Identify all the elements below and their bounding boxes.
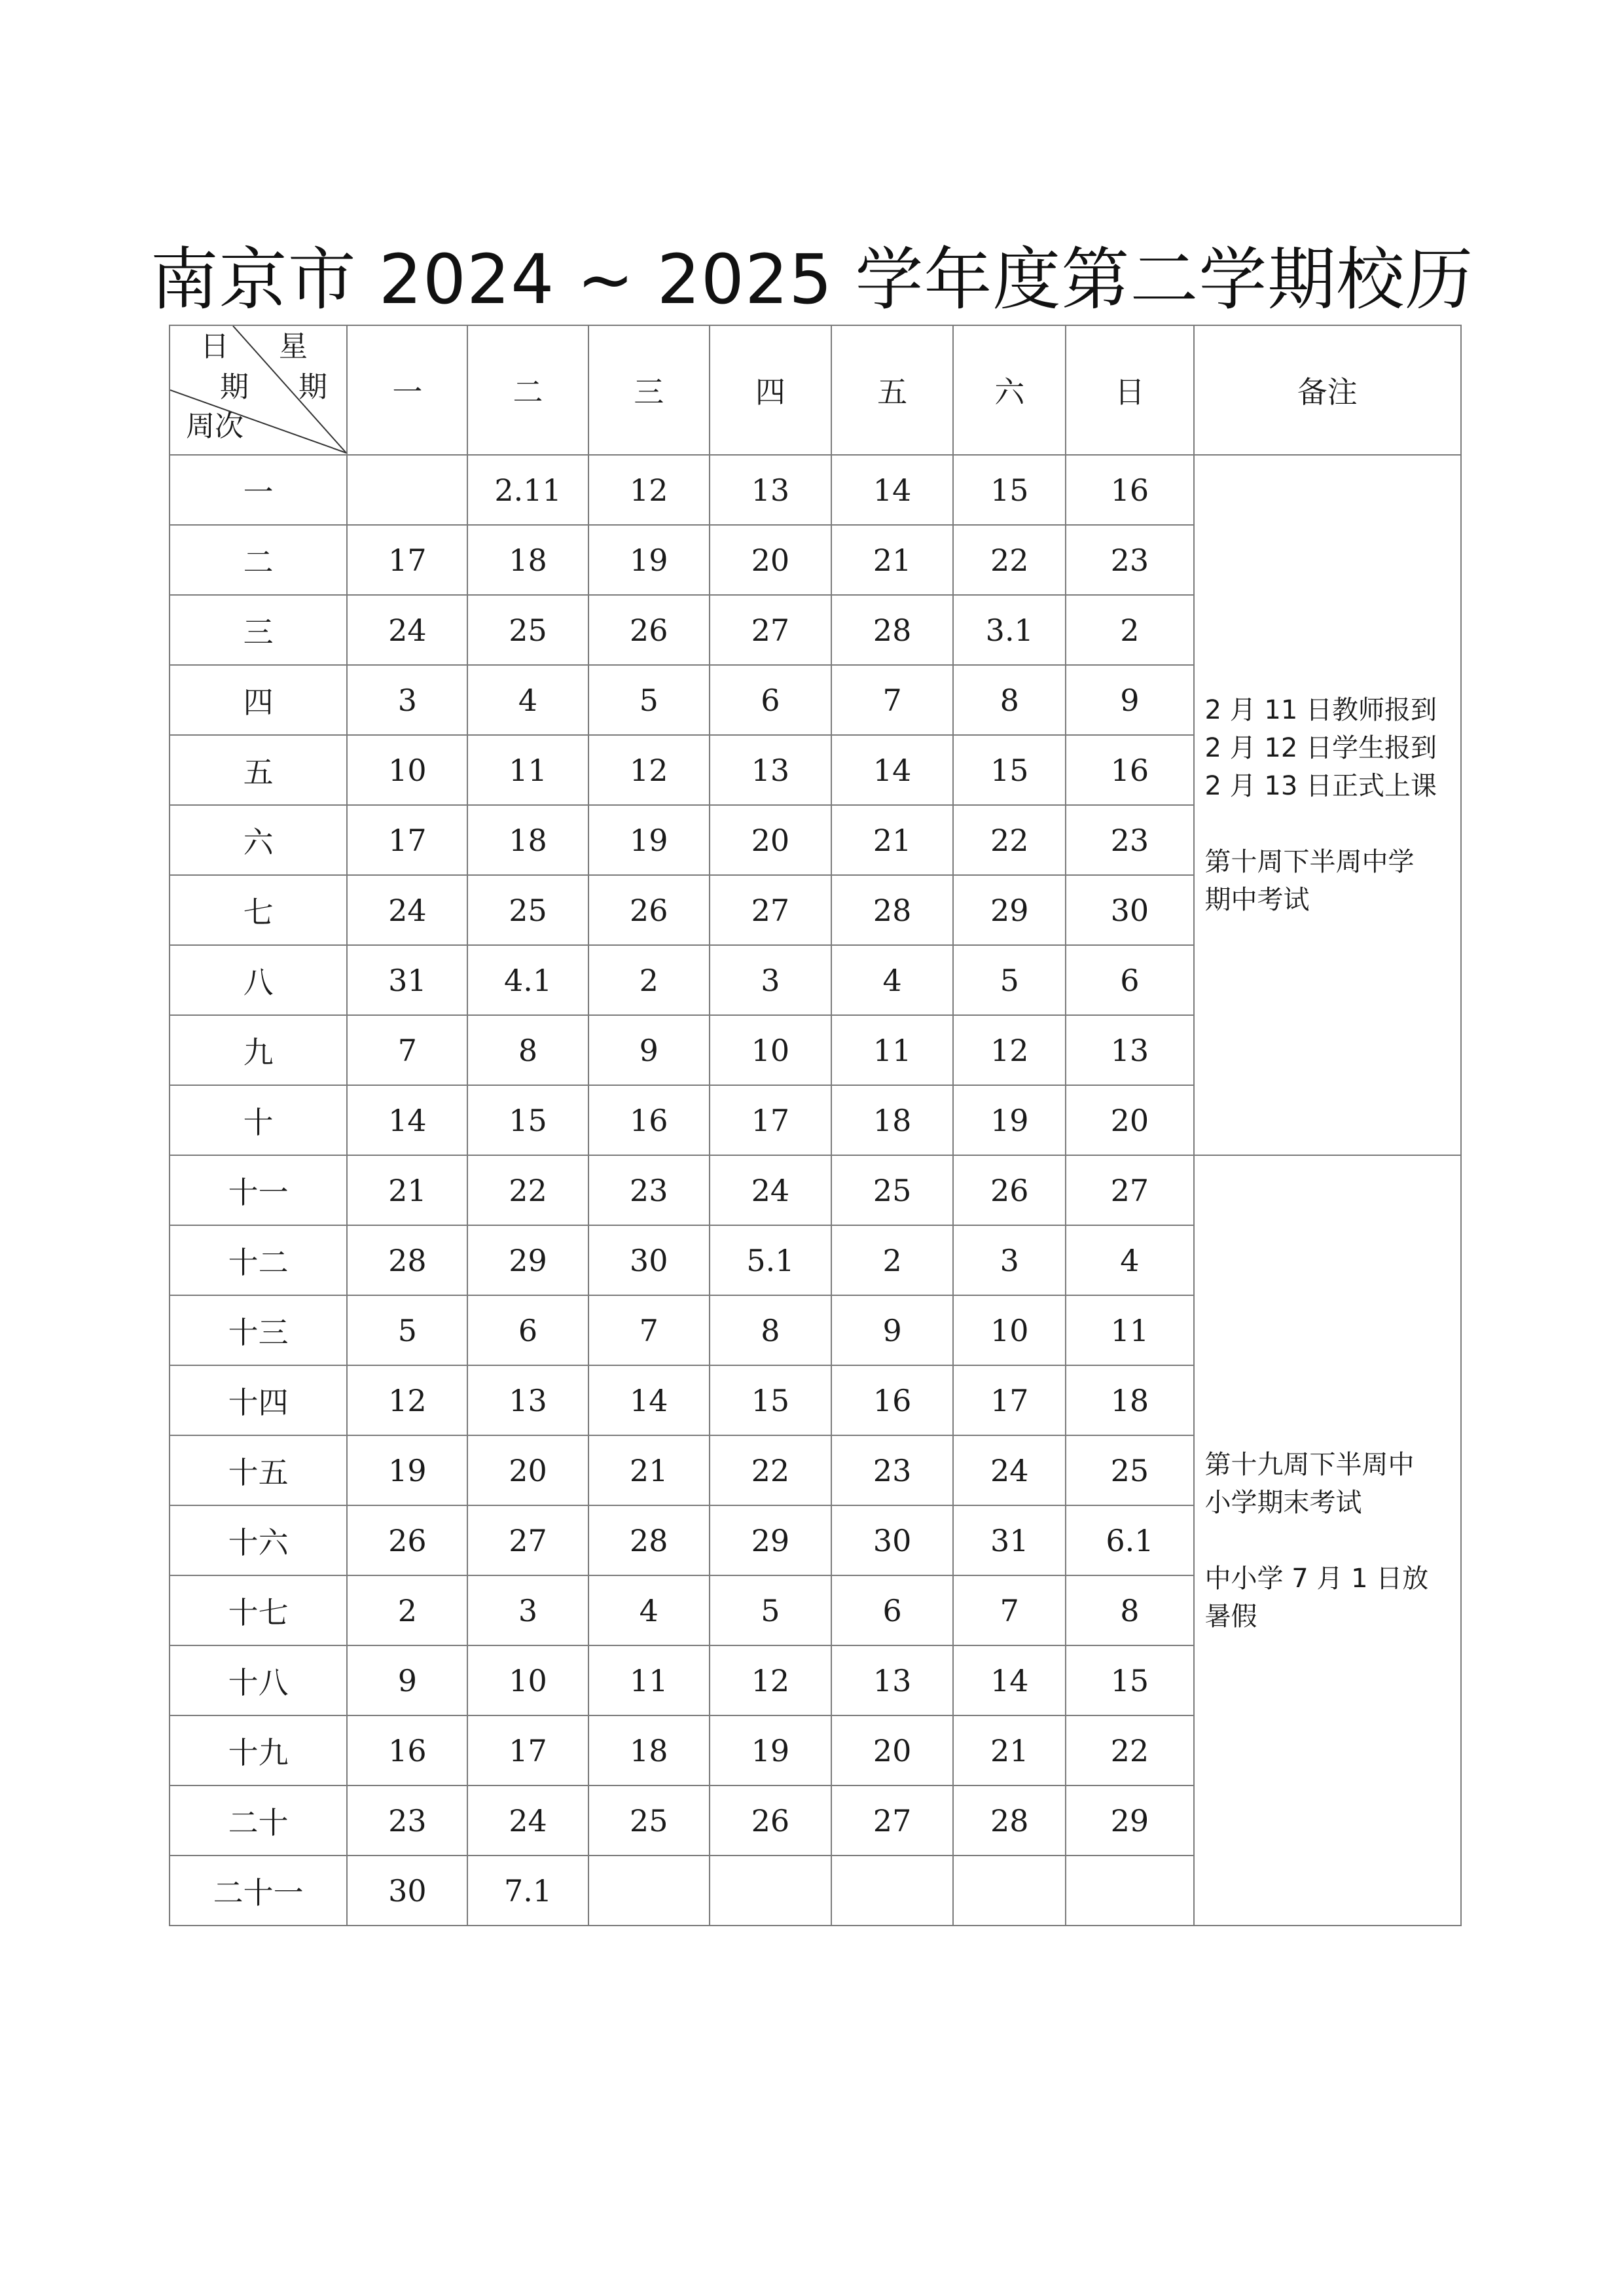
date-cell: 7 bbox=[347, 1015, 467, 1085]
date-cell: 30 bbox=[831, 1505, 953, 1575]
remarks-line: 第十周下半周中学 bbox=[1204, 847, 1415, 877]
date-cell: 2 bbox=[1066, 595, 1193, 665]
corner-label-zhouci: 周次 bbox=[186, 410, 244, 443]
date-cell: 12 bbox=[588, 455, 710, 525]
weekday-header: 六 bbox=[953, 325, 1066, 455]
date-cell: 2 bbox=[588, 945, 710, 1015]
date-cell: 21 bbox=[831, 805, 953, 875]
week-number-cell: 二十一 bbox=[170, 1856, 347, 1926]
date-cell: 9 bbox=[347, 1645, 467, 1715]
date-cell: 29 bbox=[467, 1225, 588, 1295]
remarks-line: 中小学 7 月 1 日放 bbox=[1204, 1563, 1429, 1594]
date-cell: 5 bbox=[710, 1575, 831, 1645]
date-cell: 3 bbox=[953, 1225, 1066, 1295]
date-cell bbox=[710, 1856, 831, 1926]
week-number-cell: 五 bbox=[170, 735, 347, 805]
date-cell: 13 bbox=[831, 1645, 953, 1715]
date-cell: 29 bbox=[1066, 1785, 1193, 1856]
date-cell: 22 bbox=[953, 805, 1066, 875]
date-cell: 3 bbox=[710, 945, 831, 1015]
date-cell: 24 bbox=[347, 875, 467, 945]
date-cell: 29 bbox=[953, 875, 1066, 945]
weekday-header: 日 bbox=[1066, 325, 1193, 455]
week-number-cell: 八 bbox=[170, 945, 347, 1015]
date-cell: 13 bbox=[1066, 1015, 1193, 1085]
date-cell: 3 bbox=[347, 665, 467, 735]
date-cell: 19 bbox=[710, 1715, 831, 1785]
date-cell: 3.1 bbox=[953, 595, 1066, 665]
school-calendar-table bbox=[169, 325, 1462, 1926]
week-number-cell: 十二 bbox=[170, 1225, 347, 1295]
date-cell bbox=[588, 1856, 710, 1926]
date-cell: 21 bbox=[588, 1435, 710, 1505]
date-cell: 21 bbox=[831, 525, 953, 595]
date-cell: 16 bbox=[588, 1085, 710, 1155]
date-cell: 9 bbox=[831, 1295, 953, 1365]
date-cell: 17 bbox=[467, 1715, 588, 1785]
date-cell: 20 bbox=[710, 525, 831, 595]
week-number-cell: 十 bbox=[170, 1085, 347, 1155]
weekday-header: 五 bbox=[831, 325, 953, 455]
date-cell: 15 bbox=[467, 1085, 588, 1155]
date-cell: 8 bbox=[710, 1295, 831, 1365]
date-cell: 18 bbox=[467, 525, 588, 595]
date-cell: 19 bbox=[588, 805, 710, 875]
date-cell: 17 bbox=[347, 805, 467, 875]
date-cell: 17 bbox=[710, 1085, 831, 1155]
date-cell: 20 bbox=[1066, 1085, 1193, 1155]
date-cell: 19 bbox=[347, 1435, 467, 1505]
date-cell: 8 bbox=[467, 1015, 588, 1085]
date-cell: 22 bbox=[1066, 1715, 1193, 1785]
date-cell: 11 bbox=[588, 1645, 710, 1715]
date-cell: 14 bbox=[953, 1645, 1066, 1715]
date-cell: 6 bbox=[1066, 945, 1193, 1015]
date-cell: 18 bbox=[831, 1085, 953, 1155]
date-cell: 22 bbox=[953, 525, 1066, 595]
date-cell: 2.11 bbox=[467, 455, 588, 525]
date-cell: 10 bbox=[953, 1295, 1066, 1365]
date-cell: 31 bbox=[953, 1505, 1066, 1575]
date-cell: 11 bbox=[467, 735, 588, 805]
week-number-cell: 七 bbox=[170, 875, 347, 945]
date-cell: 24 bbox=[953, 1435, 1066, 1505]
date-cell: 5.1 bbox=[710, 1225, 831, 1295]
date-cell: 7.1 bbox=[467, 1856, 588, 1926]
date-cell: 22 bbox=[467, 1155, 588, 1225]
date-cell: 25 bbox=[831, 1155, 953, 1225]
date-cell: 10 bbox=[710, 1015, 831, 1085]
date-cell: 23 bbox=[347, 1785, 467, 1856]
date-cell bbox=[831, 1856, 953, 1926]
date-cell: 23 bbox=[1066, 805, 1193, 875]
date-cell: 2 bbox=[831, 1225, 953, 1295]
weekday-header: 四 bbox=[710, 325, 831, 455]
remarks-cell bbox=[1194, 455, 1461, 1155]
date-cell: 13 bbox=[710, 455, 831, 525]
date-cell: 15 bbox=[953, 735, 1066, 805]
remarks-line: 暑假 bbox=[1204, 1601, 1257, 1632]
date-cell: 16 bbox=[1066, 455, 1193, 525]
date-cell: 8 bbox=[953, 665, 1066, 735]
date-cell: 17 bbox=[347, 525, 467, 595]
week-number-cell: 四 bbox=[170, 665, 347, 735]
week-number-cell: 十四 bbox=[170, 1365, 347, 1435]
date-cell: 4.1 bbox=[467, 945, 588, 1015]
week-number-cell: 十六 bbox=[170, 1505, 347, 1575]
date-cell: 9 bbox=[588, 1015, 710, 1085]
date-cell: 23 bbox=[1066, 525, 1193, 595]
date-cell: 27 bbox=[1066, 1155, 1193, 1225]
week-number-cell: 十八 bbox=[170, 1645, 347, 1715]
date-cell: 23 bbox=[831, 1435, 953, 1505]
remarks-line: 期中考试 bbox=[1204, 885, 1310, 915]
date-cell: 25 bbox=[1066, 1435, 1193, 1505]
date-cell: 30 bbox=[1066, 875, 1193, 945]
date-cell: 15 bbox=[1066, 1645, 1193, 1715]
date-cell: 26 bbox=[588, 875, 710, 945]
date-cell: 31 bbox=[347, 945, 467, 1015]
date-cell: 19 bbox=[953, 1085, 1066, 1155]
date-cell: 25 bbox=[588, 1785, 710, 1856]
week-number-cell: 九 bbox=[170, 1015, 347, 1085]
date-cell: 27 bbox=[710, 595, 831, 665]
date-cell: 12 bbox=[953, 1015, 1066, 1085]
date-cell: 17 bbox=[953, 1365, 1066, 1435]
date-cell: 26 bbox=[588, 595, 710, 665]
date-cell: 9 bbox=[1066, 665, 1193, 735]
date-cell: 20 bbox=[710, 805, 831, 875]
date-cell: 28 bbox=[588, 1505, 710, 1575]
corner-header-cell bbox=[170, 325, 347, 455]
date-cell: 28 bbox=[831, 595, 953, 665]
week-row bbox=[170, 455, 1461, 525]
week-number-cell: 十五 bbox=[170, 1435, 347, 1505]
date-cell: 26 bbox=[347, 1505, 467, 1575]
remarks-header: 备注 bbox=[1194, 325, 1461, 455]
week-number-cell: 十七 bbox=[170, 1575, 347, 1645]
week-number-cell: 十一 bbox=[170, 1155, 347, 1225]
date-cell: 24 bbox=[347, 595, 467, 665]
date-cell: 29 bbox=[710, 1505, 831, 1575]
date-cell: 4 bbox=[467, 665, 588, 735]
week-number-cell: 十九 bbox=[170, 1715, 347, 1785]
date-cell: 19 bbox=[588, 525, 710, 595]
date-cell: 14 bbox=[347, 1085, 467, 1155]
date-cell: 7 bbox=[953, 1575, 1066, 1645]
corner-label-qi-right: 期 bbox=[298, 370, 327, 404]
date-cell: 5 bbox=[588, 665, 710, 735]
date-cell: 16 bbox=[831, 1365, 953, 1435]
remarks-line: 2 月 13 日正式上课 bbox=[1204, 771, 1437, 801]
calendar-title: 南京市 2024 ~ 2025 学年度第二学期校历 bbox=[150, 240, 1474, 319]
date-cell: 27 bbox=[467, 1505, 588, 1575]
date-cell: 13 bbox=[467, 1365, 588, 1435]
remarks-line: 2 月 11 日教师报到 bbox=[1204, 695, 1437, 725]
week-number-cell: 十三 bbox=[170, 1295, 347, 1365]
date-cell: 4 bbox=[831, 945, 953, 1015]
date-cell: 8 bbox=[1066, 1575, 1193, 1645]
date-cell: 16 bbox=[1066, 735, 1193, 805]
date-cell: 12 bbox=[347, 1365, 467, 1435]
date-cell: 27 bbox=[831, 1785, 953, 1856]
week-number-cell: 一 bbox=[170, 455, 347, 525]
date-cell bbox=[1066, 1856, 1193, 1926]
date-cell: 6 bbox=[831, 1575, 953, 1645]
date-cell: 11 bbox=[831, 1015, 953, 1085]
date-cell: 13 bbox=[710, 735, 831, 805]
date-cell: 14 bbox=[831, 735, 953, 805]
remarks-line: 小学期末考试 bbox=[1204, 1487, 1362, 1518]
header-row bbox=[170, 325, 1461, 455]
date-cell: 14 bbox=[588, 1365, 710, 1435]
date-cell: 28 bbox=[953, 1785, 1066, 1856]
date-cell: 18 bbox=[1066, 1365, 1193, 1435]
date-cell: 11 bbox=[1066, 1295, 1193, 1365]
date-cell: 30 bbox=[347, 1856, 467, 1926]
date-cell: 18 bbox=[588, 1715, 710, 1785]
date-cell: 21 bbox=[347, 1155, 467, 1225]
date-cell: 12 bbox=[710, 1645, 831, 1715]
date-cell: 5 bbox=[953, 945, 1066, 1015]
date-cell: 27 bbox=[710, 875, 831, 945]
corner-label-qi-left: 期 bbox=[220, 370, 249, 404]
remarks-cell bbox=[1194, 1155, 1461, 1926]
weekday-header: 三 bbox=[588, 325, 710, 455]
date-cell bbox=[347, 455, 467, 525]
date-cell: 6 bbox=[710, 665, 831, 735]
date-cell: 4 bbox=[1066, 1225, 1193, 1295]
weekday-header: 二 bbox=[467, 325, 588, 455]
date-cell: 5 bbox=[347, 1295, 467, 1365]
date-cell: 14 bbox=[831, 455, 953, 525]
date-cell: 23 bbox=[588, 1155, 710, 1225]
date-cell: 15 bbox=[710, 1365, 831, 1435]
date-cell: 18 bbox=[467, 805, 588, 875]
week-number-cell: 二 bbox=[170, 525, 347, 595]
date-cell bbox=[953, 1856, 1066, 1926]
date-cell: 28 bbox=[831, 875, 953, 945]
date-cell: 15 bbox=[953, 455, 1066, 525]
date-cell: 3 bbox=[467, 1575, 588, 1645]
corner-label-xing: 星 bbox=[279, 330, 308, 363]
date-cell: 2 bbox=[347, 1575, 467, 1645]
date-cell: 6 bbox=[467, 1295, 588, 1365]
remarks-line: 第十九周下半周中 bbox=[1204, 1449, 1415, 1480]
date-cell: 7 bbox=[831, 665, 953, 735]
date-cell: 7 bbox=[588, 1295, 710, 1365]
weekday-header: 一 bbox=[347, 325, 467, 455]
date-cell: 12 bbox=[588, 735, 710, 805]
date-cell: 30 bbox=[588, 1225, 710, 1295]
date-cell: 25 bbox=[467, 875, 588, 945]
date-cell: 20 bbox=[467, 1435, 588, 1505]
week-number-cell: 二十 bbox=[170, 1785, 347, 1856]
week-row bbox=[170, 1155, 1461, 1225]
week-number-cell: 六 bbox=[170, 805, 347, 875]
corner-label-ri: 日 bbox=[200, 330, 229, 363]
week-number-cell: 三 bbox=[170, 595, 347, 665]
date-cell: 20 bbox=[831, 1715, 953, 1785]
date-cell: 26 bbox=[710, 1785, 831, 1856]
date-cell: 16 bbox=[347, 1715, 467, 1785]
date-cell: 22 bbox=[710, 1435, 831, 1505]
date-cell: 28 bbox=[347, 1225, 467, 1295]
date-cell: 10 bbox=[467, 1645, 588, 1715]
date-cell: 26 bbox=[953, 1155, 1066, 1225]
remarks-line: 2 月 12 日学生报到 bbox=[1204, 733, 1437, 763]
date-cell: 10 bbox=[347, 735, 467, 805]
date-cell: 4 bbox=[588, 1575, 710, 1645]
date-cell: 24 bbox=[710, 1155, 831, 1225]
date-cell: 21 bbox=[953, 1715, 1066, 1785]
date-cell: 25 bbox=[467, 595, 588, 665]
date-cell: 6.1 bbox=[1066, 1505, 1193, 1575]
date-cell: 24 bbox=[467, 1785, 588, 1856]
